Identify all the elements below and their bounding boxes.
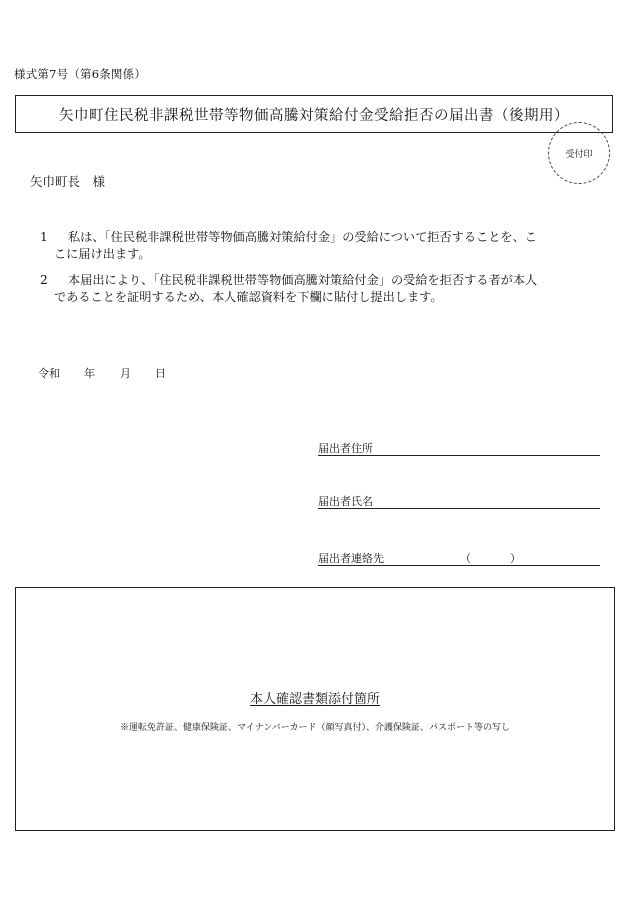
clause-line: 私は、「住民税非課税世帯等物価高騰対策給付金」の受給について拒否することを、こ — [68, 230, 537, 244]
clause-number: 2 — [40, 273, 48, 287]
addressee: 矢巾町長 様 — [30, 174, 106, 189]
applicant-contact-field[interactable] — [318, 550, 600, 566]
id-document-attachment-area — [15, 587, 615, 831]
applicant-address-field[interactable] — [318, 440, 600, 456]
clause-line: こに届け出ます。 — [54, 247, 151, 261]
attachment-title: 本人確認書類添付箇所 — [249, 692, 380, 707]
applicant-address-label: 届出者住所 — [318, 442, 373, 455]
paren-open: （ — [460, 552, 471, 565]
clause-number: 1 — [40, 230, 48, 244]
date-era: 令和 — [38, 367, 60, 380]
attachment-note: ※運転免許証、健康保険証、マイナンバーカード（顔写真付）、介護保険証、パスポート等の写し — [119, 723, 511, 733]
date-day: 日 — [155, 367, 166, 380]
document-title: 矢巾町住民税非課税世帯等物価高騰対策給付金受給拒否の届出書（後期用） — [59, 107, 569, 124]
applicant-name-label: 届出者氏名 — [318, 495, 373, 508]
date-year: 年 — [84, 367, 95, 380]
clause-body — [54, 229, 588, 263]
date-line — [38, 365, 166, 381]
clause-1 — [40, 229, 588, 263]
paren-close: ） — [510, 552, 521, 565]
applicant-name-field[interactable] — [318, 493, 600, 509]
date-month: 月 — [120, 367, 131, 380]
applicant-contact-label: 届出者連絡先 — [318, 552, 384, 565]
clause-2 — [40, 272, 588, 306]
receipt-stamp-label: 受付印 — [565, 149, 593, 160]
receipt-stamp-circle — [548, 122, 610, 184]
title-box — [15, 95, 613, 133]
form-number: 様式第7号（第6条関係） — [14, 67, 147, 81]
clause-line: 本届出により、「住民税非課税世帯等物価高騰対策給付金」の受給を拒否する者が本人 — [68, 273, 538, 287]
clause-line: であることを証明するため、本人確認資料を下欄に貼付し提出します。 — [54, 290, 443, 304]
clause-body — [54, 272, 588, 306]
